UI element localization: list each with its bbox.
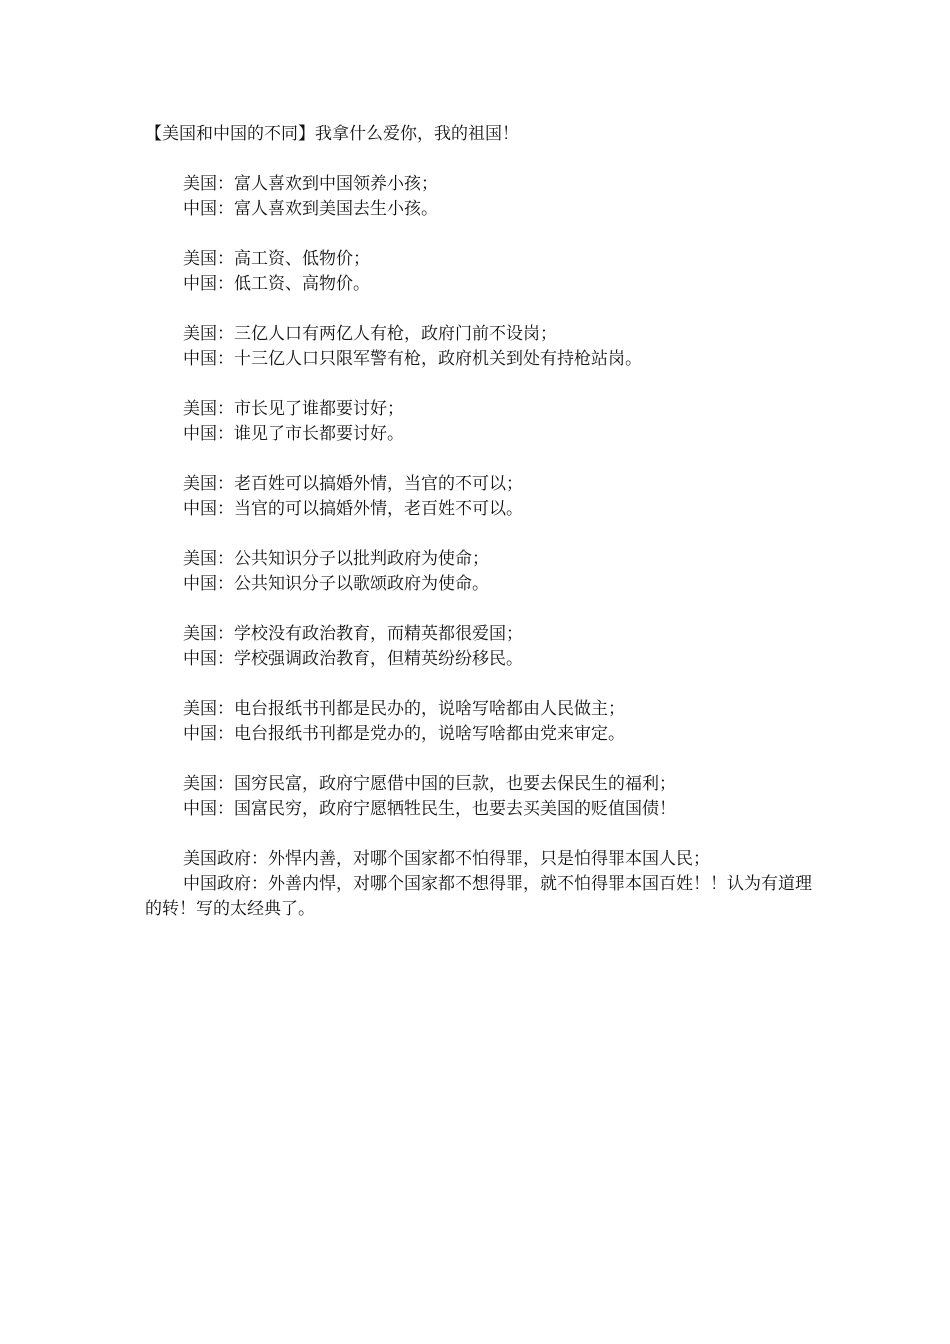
closing-paragraph	[145, 847, 825, 922]
comparison-pair	[145, 622, 825, 672]
china-line: 中国：富人喜欢到美国去生小孩。	[183, 199, 438, 219]
china-line: 中国：学校强调政治教育，但精英纷纷移民。	[183, 649, 523, 669]
china-government-line: 中国政府：外善内悍，对哪个国家都不想得罪，就不怕得罪本国百姓！！认为有道理的转！写的太经典了。	[145, 874, 812, 919]
comparison-pair	[145, 322, 825, 372]
comparison-pair	[145, 772, 825, 822]
comparison-pair	[145, 397, 825, 447]
us-line: 美国：国穷民富，政府宁愿借中国的巨款，也要去保民生的福利；	[183, 774, 676, 794]
comparison-pair	[145, 547, 825, 597]
us-line: 美国：学校没有政治教育，而精英都很爱国；	[183, 624, 523, 644]
us-line: 美国：富人喜欢到中国领养小孩；	[183, 174, 438, 194]
us-line: 美国：老百姓可以搞婚外情，当官的不可以；	[183, 474, 523, 494]
china-line: 中国：低工资、高物价。	[183, 274, 370, 294]
china-line: 中国：国富民穷，政府宁愿牺牲民生，也要去买美国的贬值国债！	[183, 799, 676, 819]
china-line: 中国：公共知识分子以歌颂政府为使命。	[183, 574, 489, 594]
china-line: 中国：当官的可以搞婚外情，老百姓不可以。	[183, 499, 523, 519]
comparison-pair	[145, 247, 825, 297]
us-line: 美国：电台报纸书刊都是民办的，说啥写啥都由人民做主；	[183, 699, 625, 719]
comparison-pair	[145, 172, 825, 222]
china-line: 中国：十三亿人口只限军警有枪，政府机关到处有持枪站岗。	[183, 349, 642, 369]
us-line: 美国：公共知识分子以批判政府为使命；	[183, 549, 489, 569]
us-line: 美国：三亿人口有两亿人有枪，政府门前不设岗；	[183, 324, 557, 344]
comparison-pair	[145, 472, 825, 522]
document-title: 【美国和中国的不同】我拿什么爱你，我的祖国！	[145, 124, 519, 144]
china-line: 中国：电台报纸书刊都是党办的，说啥写啥都由党来审定。	[183, 724, 625, 744]
china-line: 中国：谁见了市长都要讨好。	[183, 424, 404, 444]
us-line: 美国：高工资、低物价；	[183, 249, 370, 269]
us-line: 美国：市长见了谁都要讨好；	[183, 399, 404, 419]
us-government-line: 美国政府：外悍内善，对哪个国家都不怕得罪，只是怕得罪本国人民；	[183, 849, 710, 869]
comparison-pair	[145, 697, 825, 747]
document-body	[145, 122, 825, 922]
